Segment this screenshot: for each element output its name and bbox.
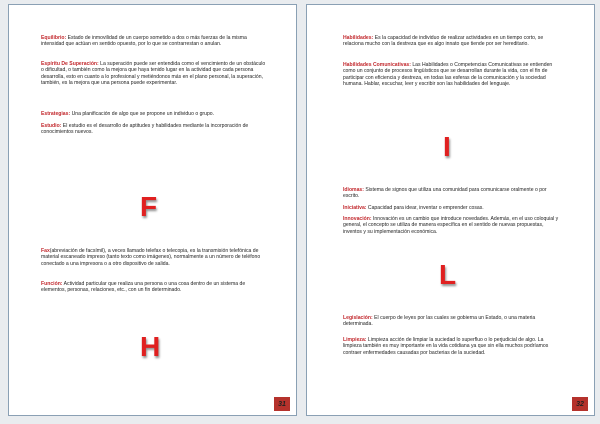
right-page xyxy=(306,4,595,416)
entry-equilibrio: Equilibrio: Estado de inmovilidad de un cuerpo sometido a dos o más fuerzas de la misma intensidad que actúan en sentido opuesto, por lo que se contrarrestan o anulan. xyxy=(41,35,247,48)
section-letter-f: F xyxy=(140,191,158,222)
section-letter-l: L xyxy=(439,259,457,290)
entry-limpieza: Limpieza: Limpieza acción de limpiar la suciedad lo superfluo o lo perjudicial de algo. La limpieza también es muy importante en la vida cotidiana ya que sin ella muchos podríamos contraer enfermedades causadas por bacterias de la suciedad. xyxy=(343,337,549,356)
entry-habilidades-comunicativas: Habilidades Comunicativas: Las Habilidades o Competencias Comunicativas se entienden como un conjunto de procesos lingüísticos que se desarrollan durante la vida, con el fin de participar con eficiencia y destreza, en todas las esferas de la comunicación y la sociedad humana. Hablar, escuchar, leer y escribir son las habilidades del lenguaje. xyxy=(343,62,553,88)
entry-funcion: Función: Actividad particular que realiza una persona o una cosa dentro de un sistema de elementos, personas, relaciones, etc., con un fin determinado. xyxy=(41,281,246,294)
section-letter-h: H xyxy=(140,331,161,362)
entry-espiritu-superacion: Espíritu De Superación: La superación puede ser entendida como el vencimiento de un obstáculo o dificultad, o también como la mejora que haya tenido lugar en la actividad que cada persona desarrolla, esto en cuanto a lo profesional y metiéndonos más en el plano personal, la superación, también, es la mejora que una persona puede experimentar. xyxy=(41,61,266,87)
entry-habilidades: Habilidades: Es la capacidad de individuo de realizar actividades en un tiempo corto, se relaciona mucho con la destreza que es algo innato que tiende por ser hereditario. xyxy=(343,35,544,48)
entry-idiomas: Idiomas: Sistema de signos que utiliza una comunidad para comunicarse oralmente o por escrito. xyxy=(343,187,547,200)
entry-legislacion: Legislación: El cuerpo de leyes por las cuales se gobierna un Estado, o una materia determinada. xyxy=(343,315,536,328)
entry-estrategias: Estrategias: Una planificación de algo que se propone un individuo o grupo. xyxy=(41,111,215,117)
left-page xyxy=(8,4,297,416)
entry-estudio: Estudio: El estudio es el desarrollo de aptitudes y habilidades mediante la incorporación de conocimientos nuevos. xyxy=(41,123,249,136)
page-number: 32 xyxy=(572,397,588,411)
entry-innovacion: Innovación: Innovación es un cambio que introduce novedades. Además, en el uso coloquial y general, el concepto se utiliza de manera específica en el sentido de nuevas propuestas, inventos y su implementación económica. xyxy=(343,216,559,235)
section-letter-i: I xyxy=(443,131,451,162)
entry-fax: Fax(abreviación de facsímil), a veces llamado telefax o telecopia, es la transmisión telefónica de material escaneado impreso (tanto texto como imágenes), normalmente a un número de teléfono conectado a una impresora o a otro dispositivo de salida. xyxy=(41,248,261,267)
entry-iniciativa: Iniciativa: Capacidad para idear, inventar o emprender cosas. xyxy=(343,205,484,211)
page-number: 31 xyxy=(274,397,290,411)
